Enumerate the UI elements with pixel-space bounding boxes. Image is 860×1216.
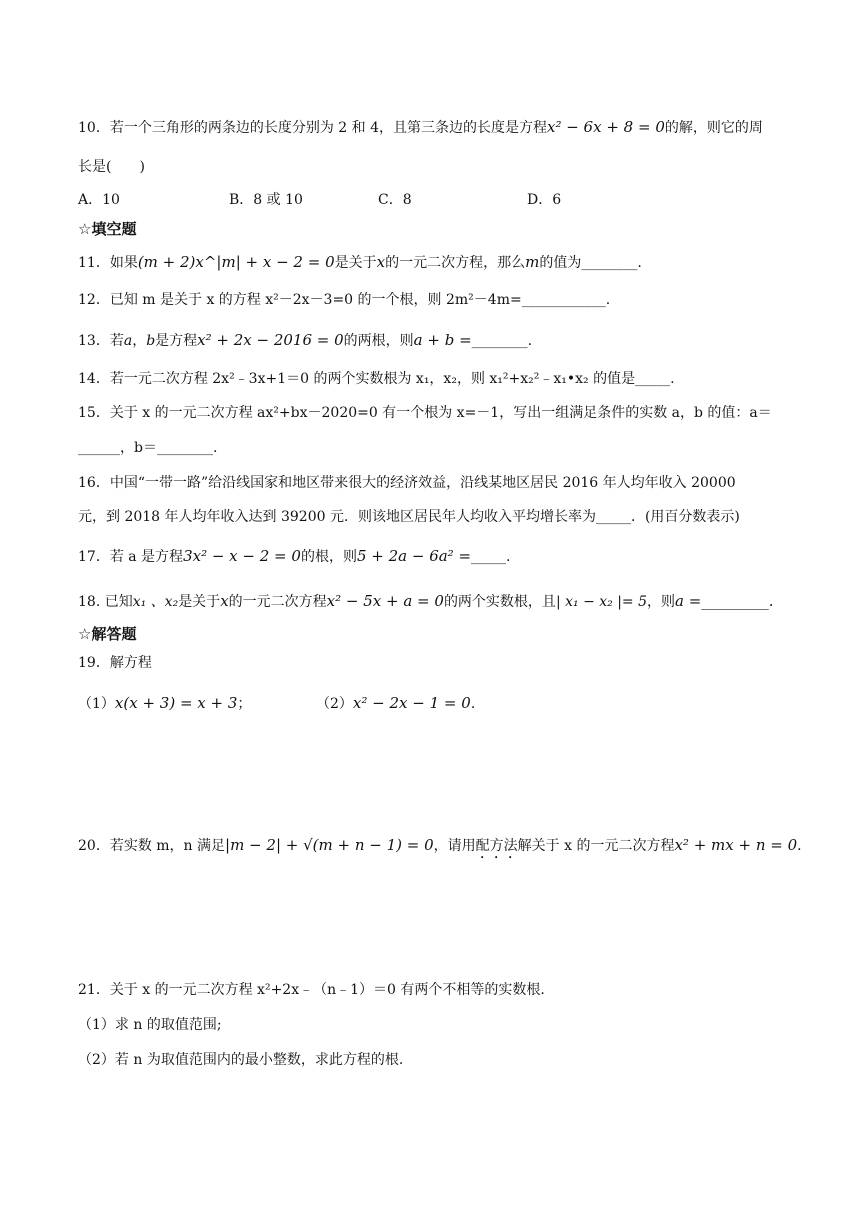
q10-option-b: B．8 或 10 (229, 192, 303, 208)
q10-option-c: C．8 (378, 192, 412, 208)
q20-method-emphasis: 配方法 (475, 838, 518, 854)
q10-option-a: A．10 (78, 192, 120, 208)
q19-part1-label: （1） (78, 696, 115, 712)
q21-part2: （2）若 n 为取值范围内的最小整数，求此方程的根. (78, 1052, 404, 1068)
q11-var-m: m (525, 253, 540, 271)
q16-line2: 元，到 2018 年人均年收入达到 39200 元．则该地区居民年人均收入平均增长率为_____．(用百分数表示) (78, 509, 740, 525)
q17-expression: 5 + 2a − 6a² = (356, 547, 472, 565)
q13-equation: x² + 2x − 2016 = 0 (197, 331, 344, 349)
q20-condition: |m − 2| + √(m + n − 1) = 0 (225, 836, 434, 854)
q19-part1 (78, 693, 251, 714)
q17-pre: 17．若 a 是方程 (78, 549, 184, 565)
q18-mid: 是关于 (178, 594, 221, 610)
q18-var-x: x (220, 592, 229, 610)
q10-text-end: 的解，则它的周 (664, 120, 763, 136)
q17-equation: 3x² − x − 2 = 0 (183, 547, 301, 565)
q18-pre: 18. 已知 (78, 594, 133, 610)
q17-end: _____. (471, 549, 511, 565)
q18-vars: x₁ 、x₂ (132, 594, 179, 610)
q14: 14．若一元二次方程 2x²﹣3x+1＝0 的两个实数根为 x₁，x₂，则 x₁²+x₂²﹣x₁•x₂ 的值是_____. (78, 371, 675, 387)
q15-line1: 15．关于 x 的一元二次方程 ax²+bx－2020=0 有一个根为 x=－1，写出一组满足条件的实数 a，b 的值：a＝ (78, 405, 772, 421)
q18-mid4: ，则 (647, 594, 676, 610)
q10-option-d: D．6 (527, 192, 562, 208)
q13-mid: 是方程 (155, 333, 198, 349)
q10-equation: x² − 6x + 8 = 0 (546, 118, 665, 136)
q20-end: . (797, 838, 802, 854)
q19-title: 19．解方程 (78, 655, 152, 671)
q13-pre: 13．若 (78, 333, 124, 349)
q13-var-b: b (146, 333, 156, 349)
q13 (78, 330, 532, 351)
q13-mid2: 的两根，则 (343, 333, 414, 349)
q16-line1: 16．中国“一带一路”给沿线国家和地区带来很大的经济效益，沿线某地区居民 2016 年人均年收入 20000 (78, 475, 736, 491)
q11-end: 的值为________. (539, 255, 642, 271)
q18-abs: | x₁ − x₂ |= 5 (555, 594, 648, 610)
q18-mid2: 的一元二次方程 (228, 594, 327, 610)
q20-mid2: 解关于 x 的一元二次方程 (517, 838, 675, 854)
q20 (78, 835, 802, 862)
q15-line2: ______，b＝________. (78, 440, 218, 456)
q18 (78, 591, 774, 612)
q18-equation: x² − 5x + a = 0 (326, 592, 444, 610)
q13-expression: a + b = (413, 331, 472, 349)
q19-part2-end: . (470, 696, 476, 712)
q19-part2-label: （2） (316, 696, 353, 712)
q11-pre: 11．如果 (78, 255, 138, 271)
q19-part2-equation: x² − 2x − 1 = 0 (352, 694, 471, 712)
q11-equation: (m + 2)x^|m| + x − 2 = 0 (137, 253, 335, 271)
q19-part1-end: ； (237, 696, 252, 712)
q17 (78, 546, 510, 567)
q11 (78, 252, 642, 273)
q18-mid3: 的两个实数根，且 (443, 594, 556, 610)
q13-var-a: a (123, 333, 133, 349)
q20-mid: ，请用 (433, 838, 476, 854)
q12: 12．已知 m 是关于 x 的方程 x²－2x－3=0 的一个根，则 2m²－4m=____________. (78, 292, 611, 308)
q18-end: a =_________. (675, 592, 774, 610)
q17-mid: 的根，则 (300, 549, 357, 565)
q10-line2: 长是( ) (78, 159, 145, 175)
q20-equation: x² + mx + n = 0 (674, 836, 798, 854)
q20-pre: 20．若实数 m，n 满足 (78, 838, 226, 854)
section-fill-heading: ☆填空题 (78, 220, 137, 238)
q11-mid: 是关于 (334, 255, 377, 271)
q13-end: ________. (471, 333, 533, 349)
q10-text: 10．若一个三角形的两条边的长度分别为 2 和 4，且第三条边的长度是方程 (78, 120, 547, 136)
q21-line1: 21．关于 x 的一元二次方程 x²+2x﹣（n﹣1）＝0 有两个不相等的实数根. (78, 982, 545, 998)
q13-sep: ， (132, 333, 147, 349)
q10-line1 (78, 117, 763, 138)
section-answer-heading: ☆解答题 (78, 625, 137, 643)
q11-var-x: x (376, 253, 386, 271)
q19-part2 (316, 693, 475, 714)
q11-mid2: 的一元二次方程，那么 (385, 255, 526, 271)
q21-part1: （1）求 n 的取值范围; (78, 1017, 222, 1033)
q19-part1-equation: x(x + 3) = x + 3 (114, 694, 238, 712)
